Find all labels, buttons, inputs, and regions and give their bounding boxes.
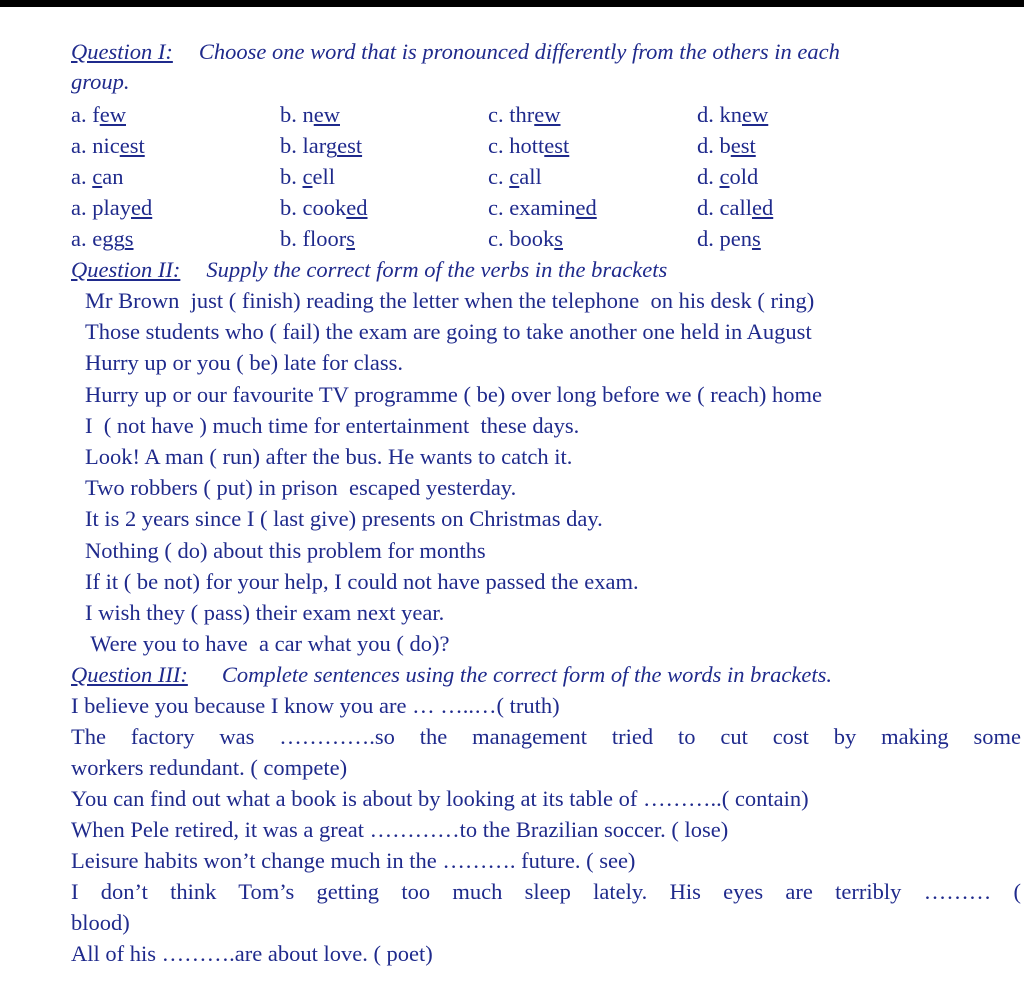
word-part: old xyxy=(729,164,759,189)
underlined-sound: ed xyxy=(751,195,774,220)
option-letter: d. xyxy=(697,133,720,158)
underlined-sound: est xyxy=(730,133,756,158)
option-d xyxy=(697,101,768,129)
question-3-heading xyxy=(71,661,832,689)
option-letter: c. xyxy=(488,102,510,127)
option-a xyxy=(71,194,152,222)
question-2-sentence: Two robbers ( put) in prison escaped yesterday. xyxy=(85,475,517,500)
option-d xyxy=(697,225,761,253)
option-letter: a. xyxy=(71,102,93,127)
top-border xyxy=(0,0,1024,7)
question-2-sentence: Hurry up or our favourite TV programme ( be) over long before we ( reach) home xyxy=(85,382,823,407)
option-letter: b. xyxy=(280,226,303,251)
word-part: nic xyxy=(92,133,120,158)
option-a xyxy=(71,132,145,160)
option-b xyxy=(280,194,368,222)
question-3-line: All of his ……….are about love. ( poet) xyxy=(71,941,433,966)
word-part: f xyxy=(92,102,100,127)
option-letter: a. xyxy=(71,133,93,158)
question-1-instruction-cont: group. xyxy=(71,69,130,94)
option-a xyxy=(71,163,124,191)
word-part: cook xyxy=(302,195,347,220)
option-b xyxy=(280,132,362,160)
question-3-line: The factory was ………….so the management tried to cut cost by making some xyxy=(71,724,1021,749)
word-part: larg xyxy=(302,133,338,158)
question-3-line: Leisure habits won’t change much in the ………. future. ( see) xyxy=(71,848,636,873)
word-part: ell xyxy=(312,164,335,189)
question-1-label: Question I: xyxy=(71,39,173,64)
underlined-sound: s xyxy=(554,226,564,251)
word-part: hott xyxy=(509,133,545,158)
underlined-sound: s xyxy=(124,226,134,251)
underlined-sound: ew xyxy=(99,102,126,127)
word-part: book xyxy=(509,226,555,251)
option-letter: d. xyxy=(697,102,720,127)
option-letter: a. xyxy=(71,164,93,189)
option-a xyxy=(71,225,134,253)
option-letter: a. xyxy=(71,226,93,251)
option-b xyxy=(280,225,355,253)
question-2-sentence: Those students who ( fail) the exam are going to take another one held in August xyxy=(85,319,812,344)
option-letter: a. xyxy=(71,195,93,220)
word-part: call xyxy=(719,195,752,220)
question-2-sentence: It is 2 years since I ( last give) presents on Christmas day. xyxy=(85,506,603,531)
word-part: all xyxy=(519,164,542,189)
question-2-label: Question II: xyxy=(71,257,181,282)
underlined-sound: s xyxy=(346,226,356,251)
option-letter: b. xyxy=(280,195,303,220)
underlined-sound: c xyxy=(719,164,730,189)
question-3-instruction: Complete sentences using the correct form of the words in brackets. xyxy=(221,662,832,687)
question-3-line: When Pele retired, it was a great …………to the Brazilian soccer. ( lose) xyxy=(71,817,729,842)
question-3-line: I believe you because I know you are … …..…( truth) xyxy=(71,693,560,718)
question-3-line: workers redundant. ( compete) xyxy=(71,755,348,780)
underlined-sound: s xyxy=(752,226,761,251)
option-b xyxy=(280,163,335,191)
word-part: kn xyxy=(719,102,742,127)
word-part: n xyxy=(302,102,314,127)
option-letter: d. xyxy=(697,164,720,189)
question-2-sentence: Look! A man ( run) after the bus. He wants to catch it. xyxy=(85,444,573,469)
word-part: floor xyxy=(302,226,347,251)
option-letter: b. xyxy=(280,102,303,127)
option-letter: c. xyxy=(488,226,510,251)
option-c xyxy=(488,163,542,191)
question-2-sentence: Were you to have a car what you ( do)? xyxy=(85,631,450,656)
underlined-sound: est xyxy=(119,133,145,158)
option-letter: c. xyxy=(488,195,510,220)
word-part: play xyxy=(92,195,131,220)
question-2-sentence: Hurry up or you ( be) late for class. xyxy=(85,350,404,375)
option-c xyxy=(488,194,597,222)
option-d xyxy=(697,194,773,222)
option-letter: d. xyxy=(697,226,720,251)
option-letter: d. xyxy=(697,195,720,220)
option-c xyxy=(488,132,569,160)
option-a xyxy=(71,101,126,129)
question-2-sentence: I wish they ( pass) their exam next year. xyxy=(85,600,445,625)
underlined-sound: c xyxy=(302,164,313,189)
word-part: egg xyxy=(92,226,125,251)
underlined-sound: ed xyxy=(131,195,153,220)
underlined-sound: ed xyxy=(575,195,597,220)
option-c xyxy=(488,101,561,129)
question-1-heading xyxy=(71,38,840,66)
question-2-sentence: Mr Brown just ( finish) reading the letter when the telephone on his desk ( ring) xyxy=(85,288,815,313)
underlined-sound: ew xyxy=(313,102,340,127)
question-2-heading xyxy=(71,256,667,284)
word-part: b xyxy=(719,133,731,158)
question-2-instruction: Supply the correct form of the verbs in the brackets xyxy=(206,257,668,282)
underlined-sound: est xyxy=(544,133,570,158)
underlined-sound: ew xyxy=(534,102,561,127)
question-3-line: I don’t think Tom’s getting too much sleep lately. His eyes are terribly ……… ( xyxy=(71,879,1021,904)
option-d xyxy=(697,132,756,160)
question-3-label: Question III: xyxy=(71,662,188,687)
word-part: thr xyxy=(509,102,535,127)
question-2-sentence: Nothing ( do) about this problem for months xyxy=(85,538,486,563)
word-part: pen xyxy=(719,226,752,251)
underlined-sound: ew xyxy=(742,102,769,127)
underlined-sound: ed xyxy=(346,195,368,220)
option-letter: c. xyxy=(488,133,510,158)
option-c xyxy=(488,225,563,253)
word-part: an xyxy=(102,164,124,189)
option-b xyxy=(280,101,340,129)
question-2-sentence: If it ( be not) for your help, I could not have passed the exam. xyxy=(85,569,639,594)
question-3-line: blood) xyxy=(71,910,130,935)
underlined-sound: c xyxy=(92,164,103,189)
underlined-sound: c xyxy=(509,164,520,189)
word-part: examin xyxy=(509,195,576,220)
option-d xyxy=(697,163,758,191)
option-letter: b. xyxy=(280,133,303,158)
question-2-sentence: I ( not have ) much time for entertainment these days. xyxy=(85,413,580,438)
option-letter: c. xyxy=(488,164,510,189)
option-letter: b. xyxy=(280,164,303,189)
question-3-line: You can find out what a book is about by looking at its table of ………..( contain) xyxy=(71,786,809,811)
question-1-instruction: Choose one word that is pronounced differently from the others in each xyxy=(198,39,840,64)
underlined-sound: est xyxy=(337,133,363,158)
